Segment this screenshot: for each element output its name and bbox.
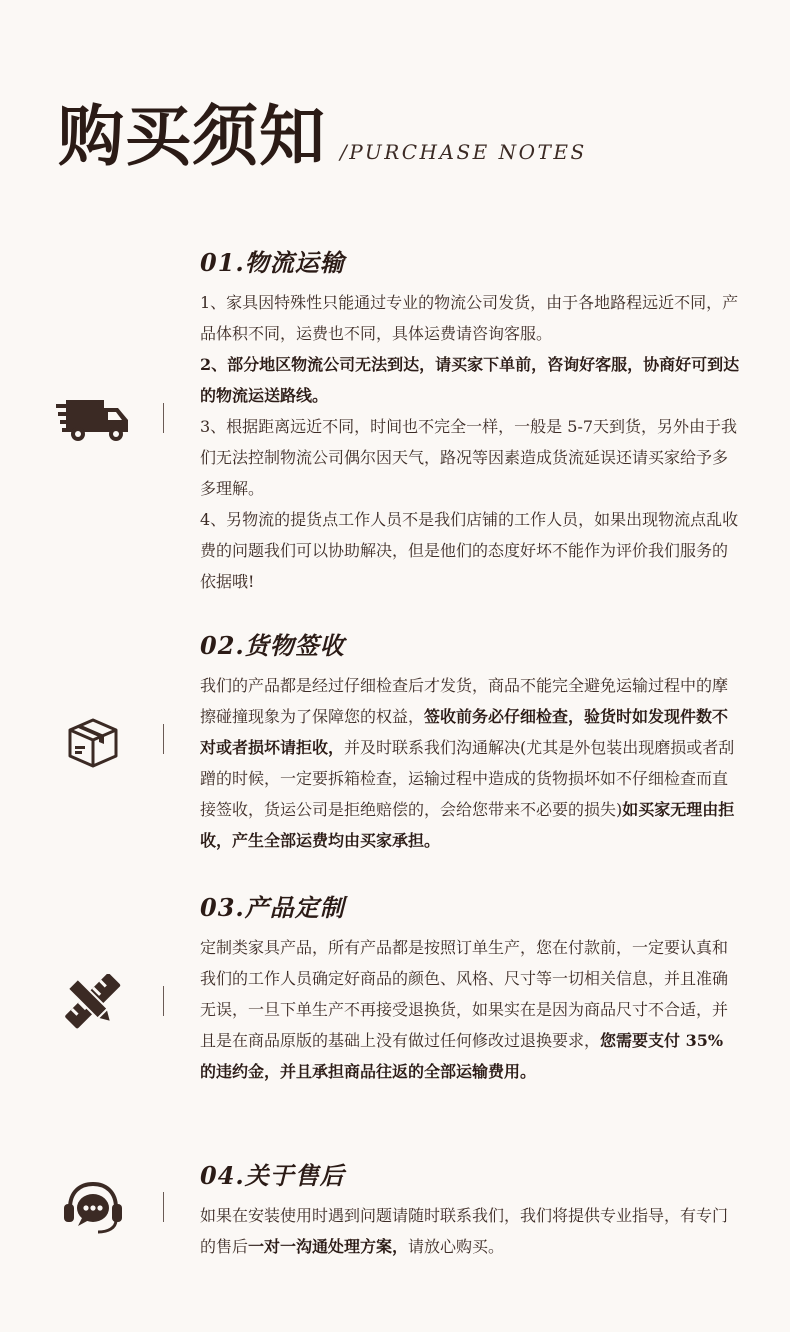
text: 我们的产品都是经过仔细检查后才发货，商品不能完全避免运输过程中的摩擦碰撞现象为了保障您的权益， bbox=[200, 676, 729, 726]
divider bbox=[163, 403, 164, 433]
text: 定制类家具产品，所有产品都是按照订单生产，您在付款前，一定要认真和我们的工作人员确定好商品的颜色、风格、尺寸等一切相关信息，并且准确无误，一旦下单生产不再接受退换货，如果实在是因为商品尺寸不合适，并且是在商品原版的基础上没有做过任何修改过退换要求， bbox=[200, 938, 729, 1050]
section-body bbox=[200, 1200, 740, 1262]
section-body bbox=[200, 287, 740, 597]
paragraph: 3、根据距离远近不同，时间也不完全一样，一般是 5-7天到货，另外由于我们无法控制物流公司偶尔因天气，路况等因素造成货流延误还请买家给予多多理解。 bbox=[200, 417, 738, 498]
divider bbox=[163, 986, 164, 1016]
section-title: 02.货物签收 bbox=[200, 631, 345, 660]
section-title: 01.物流运输 bbox=[200, 248, 345, 277]
text-highlight: 如买家无理由拒收，产生全部运费均由买家承担。 bbox=[200, 800, 735, 850]
page-header bbox=[58, 96, 758, 186]
text-highlight: 签收前务必仔细检查，验货时如发现件数不对或者损坏请拒收， bbox=[200, 707, 729, 757]
pencil-ruler-icon bbox=[62, 974, 122, 1036]
paragraph-highlight: 2、部分地区物流公司无法到达，请买家下单前，咨询好客服，协商好可到达的物流运送路线。 bbox=[200, 355, 740, 405]
text-highlight: 您需要支付 35% 的违约金，并且承担商品往返的全部运输费用。 bbox=[200, 1031, 724, 1081]
page-subtitle: /PURCHASE NOTES bbox=[340, 140, 587, 164]
text: 请放心购买。 bbox=[408, 1237, 505, 1256]
section-body bbox=[200, 670, 740, 856]
section-title: 03.产品定制 bbox=[200, 893, 345, 922]
section-body bbox=[200, 932, 740, 1087]
text: 并及时联系我们沟通解决(尤其是外包装出现磨损或者刮蹭的时候，一定要拆箱检查，运输过程中造成的货物损坏如不仔细检查而直接签收，货运公司是拒绝赔偿的，会给您带来不必要的损失) bbox=[200, 738, 735, 819]
headset-chat-icon bbox=[62, 1182, 124, 1238]
paragraph: 4、另物流的提货点工作人员不是我们店铺的工作人员，如果出现物流点乱收费的问题我们可以协助解决，但是他们的态度好坏不能作为评价我们服务的依据哦! bbox=[200, 510, 739, 591]
text-highlight: 一对一沟通处理方案， bbox=[248, 1237, 409, 1256]
divider bbox=[163, 1192, 164, 1222]
truck-icon bbox=[56, 394, 130, 446]
page-title: 购买须知 bbox=[58, 97, 326, 175]
paragraph: 1、家具因特殊性只能通过专业的物流公司发货，由于各地路程远近不同，产品体积不同，运费也不同，具体运费请咨询客服。 bbox=[200, 293, 739, 343]
package-icon bbox=[66, 716, 120, 772]
section-title: 04.关于售后 bbox=[200, 1161, 345, 1190]
text: 如果在安装使用时遇到问题请随时联系我们，我们将提供专业指导，有专门的售后 bbox=[200, 1206, 729, 1256]
divider bbox=[163, 724, 164, 754]
